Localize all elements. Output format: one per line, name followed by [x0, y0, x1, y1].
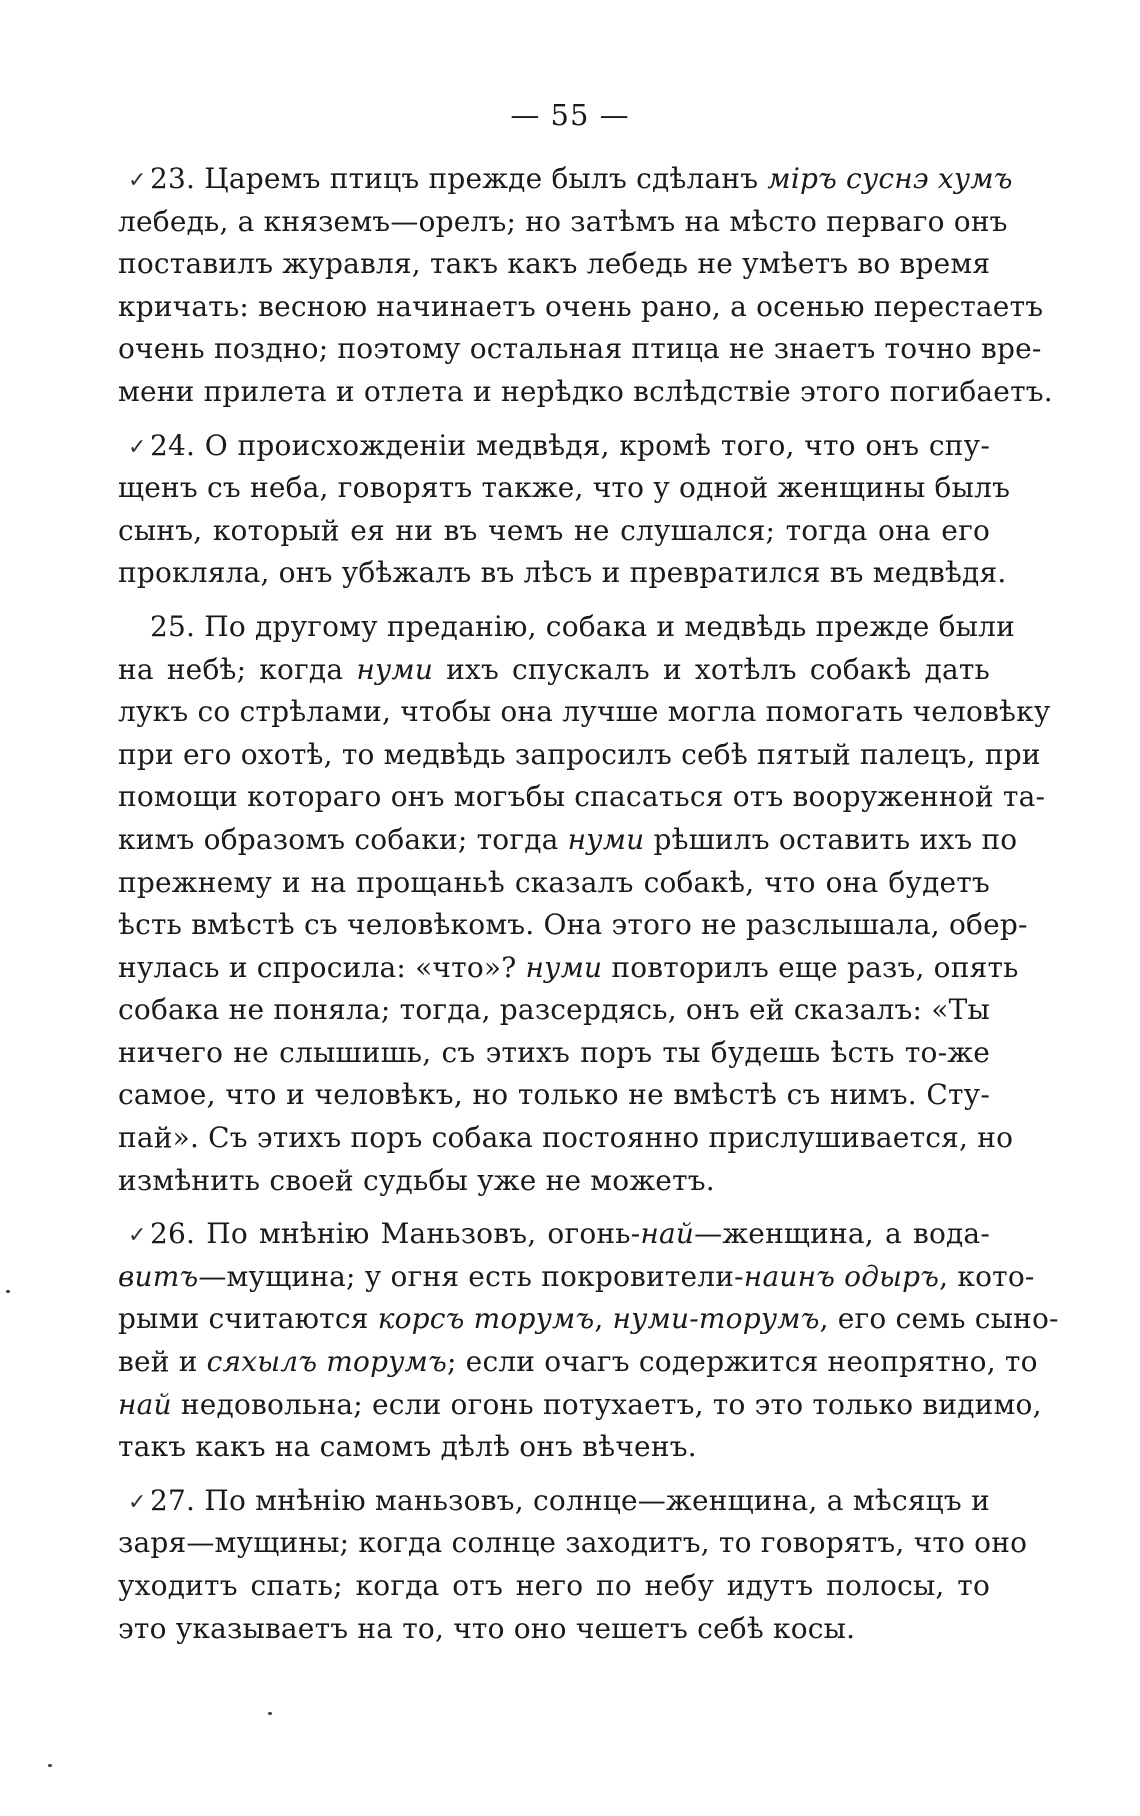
italic-term: наинъ одыръ	[743, 1259, 940, 1293]
italic-term: най	[640, 1217, 695, 1251]
text-run: лебедь, а княземъ—орелъ; но затѣмъ на мѣсто перваго онъ	[118, 204, 1008, 238]
italic-term: най	[118, 1387, 172, 1421]
text-line	[118, 862, 990, 905]
text-run: недовольна; если огонь потухаетъ, то это только видимо,	[171, 1387, 1042, 1421]
paragraph-1	[118, 158, 1053, 414]
text-line	[118, 989, 990, 1032]
text-run: помощи котораго онъ могъбы спасаться отъ вооруженной та-	[118, 780, 1046, 814]
margin-check-mark: ✓	[128, 168, 147, 193]
text-line	[118, 425, 990, 468]
page-number: — 55 —	[510, 98, 630, 132]
text-line	[118, 1160, 990, 1203]
text-line	[118, 552, 1007, 595]
text-line	[118, 691, 1051, 734]
ink-speck	[48, 1764, 52, 1767]
text-line	[118, 510, 990, 553]
text-line	[118, 371, 1053, 414]
text-run: 24. О происхожденіи медвѣдя, кромѣ того, что онъ спу-	[150, 428, 990, 462]
text-run: лукъ со стрѣлами, чтобы она лучше могла помогать человѣку	[118, 695, 1051, 729]
text-run: собака не поняла; тогда, разсердясь, онъ ей сказалъ: «Ты	[118, 993, 990, 1027]
text-line	[118, 1032, 990, 1075]
margin-check-mark: ✓	[128, 1223, 147, 1249]
text-run: сынъ, который ея ни въ чемъ не слушался; тогда она его	[118, 513, 990, 547]
text-line	[118, 1426, 990, 1469]
text-line	[118, 1522, 1028, 1565]
text-run: кричать: весною начинаетъ очень рано, а осенью перестаетъ	[118, 289, 1044, 323]
text-line	[118, 158, 1013, 201]
italic-term: нуми	[356, 652, 434, 686]
text-run: ѣсть вмѣстѣ съ человѣкомъ. Она этого не разслышала, обер-	[118, 908, 1028, 942]
text-line	[118, 606, 1015, 649]
margin-check-mark: ✓	[128, 1489, 147, 1515]
paragraph-5	[118, 1480, 1028, 1650]
text-run: поставилъ журавля, такъ какъ лебедь не умѣетъ во время	[118, 247, 991, 281]
text-run: 23. Царемъ птицъ прежде былъ сдѣланъ	[150, 162, 768, 195]
text-line	[118, 904, 1028, 947]
ink-speck	[268, 1712, 272, 1715]
text-line	[118, 649, 990, 692]
text-line	[118, 1074, 990, 1117]
text-run: , кото-	[939, 1259, 1035, 1293]
italic-term: корсъ торумъ	[377, 1302, 595, 1336]
text-run: рѣшилъ оставить ихъ по	[644, 822, 1018, 856]
text-run: уходитъ спать; когда отъ него по небу идутъ полосы, то	[118, 1569, 990, 1602]
italic-term: сяхылъ торумъ	[206, 1345, 447, 1379]
text-run: нулась и спросила: «что»?	[118, 950, 526, 984]
text-run: такъ какъ на самомъ дѣлѣ онъ вѣченъ.	[118, 1430, 697, 1464]
text-run: вей и	[118, 1345, 207, 1379]
text-run: мени прилета и отлета и нерѣдко вслѣдствіе этого погибаетъ.	[118, 374, 1053, 408]
text-run: щенъ съ неба, говорятъ также, что у одной женщины былъ	[118, 471, 1011, 505]
text-run: , его семь сыно-	[819, 1302, 1059, 1336]
text-line	[118, 467, 1011, 510]
paragraph-4	[118, 1213, 1059, 1469]
text-run: при его охотѣ, то медвѣдь запросилъ себѣ пятый палецъ, при	[118, 737, 1041, 771]
text-line	[118, 286, 1044, 329]
text-run: прежнему и на прощаньѣ сказалъ собакѣ, что она будетъ	[118, 865, 990, 899]
body-text	[118, 158, 1059, 1661]
text-run: ,	[594, 1302, 613, 1336]
margin-check-mark: ✓	[128, 434, 147, 460]
text-run: измѣнить своей судьбы уже не можетъ.	[118, 1163, 715, 1197]
text-run: повторилъ еще разъ, опять	[602, 950, 1019, 984]
paragraph-2	[118, 425, 1011, 595]
text-line	[118, 1117, 1014, 1160]
italic-term: нуми	[525, 950, 603, 984]
italic-term: витъ	[118, 1259, 199, 1293]
text-line	[118, 1384, 1042, 1427]
text-line	[118, 1608, 990, 1651]
text-line	[118, 201, 1008, 244]
paragraph-3	[118, 606, 1051, 1202]
text-run: пай». Съ этихъ поръ собака постоянно прислушивается, но	[118, 1121, 1014, 1155]
text-line	[118, 734, 1041, 777]
text-run: самое, что и человѣкъ, но только не вмѣстѣ съ нимъ. Сту-	[118, 1078, 990, 1112]
text-line	[118, 1256, 1035, 1299]
text-run: 27. По мнѣнію маньзовъ, солнце—женщина, а мѣсяцъ и	[150, 1483, 990, 1517]
text-run: рыми считаются	[118, 1302, 378, 1336]
italic-term: міръ суснэ хумъ	[767, 162, 1013, 195]
text-line	[118, 1213, 990, 1256]
text-line	[118, 819, 1018, 862]
text-run: прокляла, онъ убѣжалъ въ лѣсъ и превратился въ медвѣдя.	[118, 556, 1007, 590]
text-line	[118, 1341, 1038, 1384]
text-run: это указываетъ на то, что оно чешетъ себѣ косы.	[118, 1611, 856, 1645]
text-line	[118, 776, 1046, 819]
text-run: заря—мущины; когда солнце заходитъ, то говорятъ, что оно	[118, 1526, 1028, 1560]
text-line	[118, 328, 1042, 371]
text-run: —мущина; у огня есть покровители-	[198, 1259, 744, 1293]
text-run: 25. По другому преданію, собака и медвѣдь прежде были	[150, 609, 1015, 643]
text-run: ; если очагъ содержится неопрятно, то	[446, 1345, 1038, 1379]
text-line	[118, 947, 1019, 990]
text-run: кимъ образомъ собаки; тогда	[118, 822, 568, 856]
text-run: 26. По мнѣнію Маньзовъ, огонь-	[150, 1217, 641, 1251]
italic-term: нуми-торумъ	[612, 1302, 820, 1336]
text-line	[118, 1565, 990, 1608]
text-run: —женщина, а вода-	[694, 1217, 990, 1251]
text-run: на небѣ; когда	[118, 652, 357, 686]
text-line	[118, 243, 990, 286]
text-line	[118, 1298, 1059, 1341]
text-line	[118, 1480, 990, 1523]
italic-term: нуми	[567, 822, 645, 856]
text-run: ничего не слышишь, съ этихъ поръ ты будешь ѣсть то-же	[118, 1035, 990, 1069]
ink-speck	[6, 1290, 10, 1293]
text-run: очень поздно; поэтому остальная птица не знаетъ точно вре-	[118, 332, 1042, 366]
text-run: ихъ спускалъ и хотѣлъ собакѣ дать	[433, 652, 990, 686]
